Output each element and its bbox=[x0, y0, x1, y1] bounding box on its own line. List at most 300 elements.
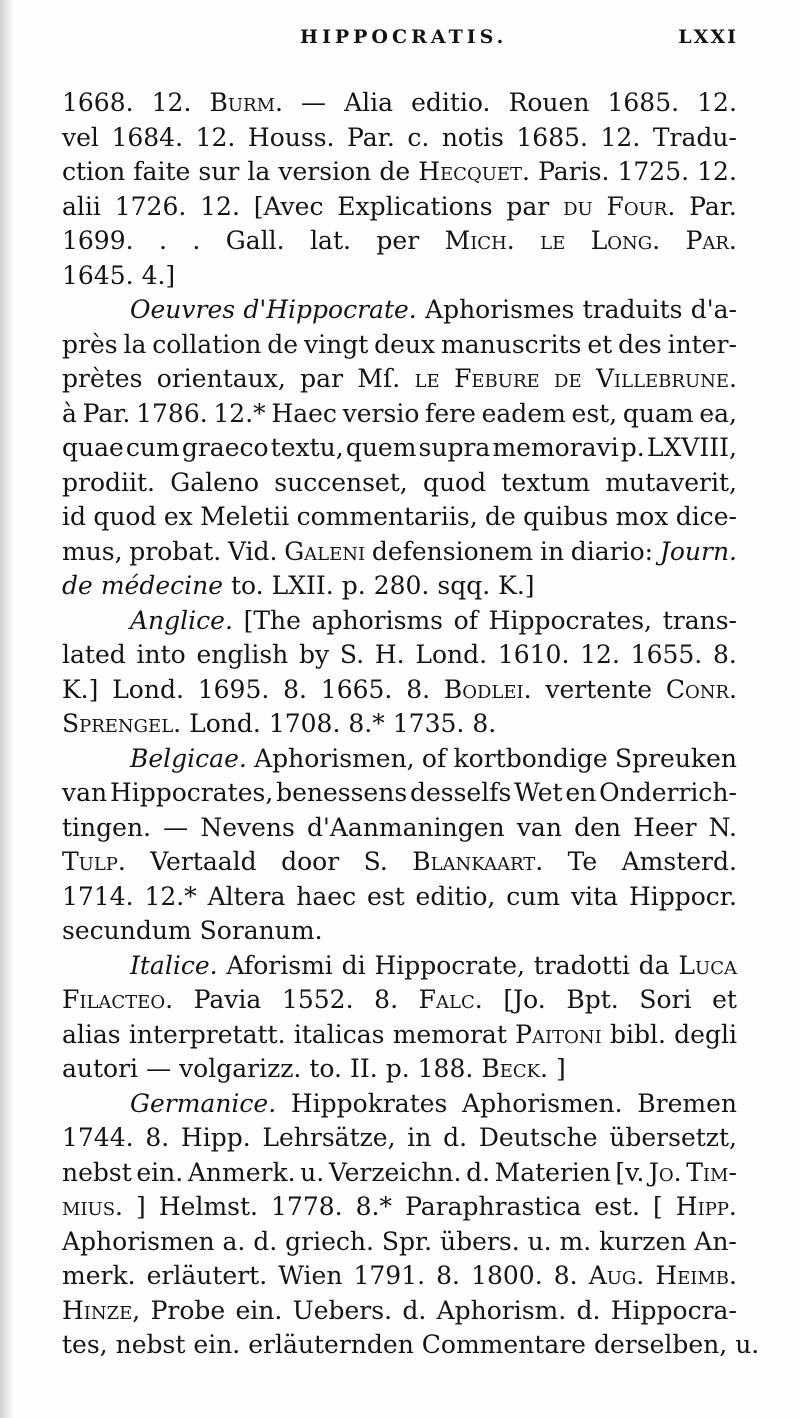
word: [v. bbox=[615, 1157, 645, 1187]
word: Italice. bbox=[130, 950, 218, 980]
word: Aphorismes bbox=[425, 295, 575, 324]
word: u. bbox=[300, 1157, 325, 1187]
text-line bbox=[62, 1121, 737, 1156]
word: 1684. bbox=[111, 122, 184, 152]
word: ein. bbox=[193, 1330, 241, 1359]
word: p. bbox=[341, 571, 366, 600]
word: lated bbox=[62, 640, 126, 669]
word: haec bbox=[296, 881, 357, 911]
word: Belgicae. bbox=[130, 743, 247, 773]
word: en bbox=[565, 778, 597, 807]
text-line bbox=[62, 362, 737, 397]
paragraph bbox=[62, 86, 737, 293]
word: de bbox=[379, 157, 411, 186]
word: la bbox=[247, 157, 271, 186]
word: Vid. bbox=[227, 536, 278, 566]
word: Houss. bbox=[247, 122, 335, 152]
word: Beck. bbox=[481, 1054, 549, 1083]
word: Heer bbox=[633, 812, 697, 842]
word: m. bbox=[559, 1226, 592, 1256]
word: d'a- bbox=[690, 295, 737, 324]
word: lat. bbox=[310, 226, 351, 255]
word: par bbox=[300, 364, 344, 393]
text-line bbox=[62, 431, 737, 466]
word: Materien bbox=[494, 1157, 611, 1187]
word: vingt bbox=[303, 329, 369, 359]
word: di bbox=[341, 950, 366, 980]
word: erläutert. bbox=[146, 1261, 268, 1290]
word: italicas bbox=[293, 1019, 385, 1049]
word: Wet bbox=[514, 778, 563, 807]
text-line bbox=[62, 1052, 737, 1087]
word: da bbox=[638, 950, 670, 980]
word: [ bbox=[652, 1192, 663, 1221]
word: editio. bbox=[411, 88, 491, 117]
word: Long. bbox=[590, 226, 661, 255]
word: [Avec bbox=[253, 191, 324, 221]
word: tes, bbox=[62, 1330, 108, 1359]
word: 1714. bbox=[62, 881, 134, 911]
word: par bbox=[506, 191, 550, 221]
word: 8. bbox=[436, 1261, 461, 1290]
word: commentariis, bbox=[296, 502, 478, 531]
word: An- bbox=[694, 1226, 737, 1256]
word: Lehrsätze, bbox=[262, 1123, 396, 1152]
text-line bbox=[62, 638, 737, 673]
word: Febure bbox=[454, 364, 540, 393]
word: desselfs bbox=[409, 778, 512, 807]
word: d. bbox=[402, 1295, 427, 1325]
page-number: LXXI bbox=[678, 26, 738, 48]
word: van bbox=[516, 812, 562, 842]
text-line bbox=[62, 1156, 737, 1191]
word: 12. bbox=[697, 157, 737, 186]
word: defensionem bbox=[371, 536, 534, 566]
word: LXII. bbox=[271, 571, 334, 600]
word: K.] bbox=[62, 674, 99, 704]
word: Aphorismen, bbox=[254, 743, 415, 773]
word: Lond. bbox=[112, 674, 184, 704]
word: Onderrich- bbox=[599, 778, 737, 807]
word: Verzeichn. bbox=[328, 1157, 462, 1187]
word: collation bbox=[152, 329, 262, 359]
word: à bbox=[62, 398, 77, 428]
text-line bbox=[62, 811, 737, 846]
word: d. bbox=[443, 1123, 468, 1152]
text-line bbox=[62, 466, 737, 501]
word: mus, bbox=[62, 536, 123, 566]
word: K.] bbox=[498, 571, 535, 600]
word: . bbox=[192, 226, 201, 255]
word: p. bbox=[620, 433, 645, 462]
word: Tulp. bbox=[62, 847, 126, 876]
word: secundum bbox=[62, 916, 192, 945]
word: près bbox=[62, 329, 118, 359]
word: 1665. bbox=[320, 674, 393, 704]
word: vertente bbox=[545, 674, 653, 704]
word: Hippocrates, bbox=[488, 605, 653, 635]
word: into bbox=[136, 640, 186, 669]
word: to. bbox=[231, 571, 264, 600]
word: 12. bbox=[200, 191, 240, 221]
text-line bbox=[62, 224, 737, 259]
text-line bbox=[62, 535, 737, 570]
word: Probe bbox=[150, 1295, 226, 1325]
word: mius. bbox=[62, 1192, 123, 1221]
word: Hippokrates bbox=[290, 1088, 448, 1118]
word: 8. bbox=[374, 985, 399, 1014]
word: Aphorismen bbox=[62, 1226, 215, 1256]
word: 1695. bbox=[197, 674, 270, 704]
word: griech. bbox=[285, 1226, 374, 1256]
paragraph bbox=[62, 293, 737, 604]
word: quam bbox=[622, 398, 694, 428]
word: textum bbox=[501, 467, 591, 497]
word: 188. bbox=[417, 1054, 474, 1083]
word: 1708. bbox=[268, 709, 341, 738]
word: memorat bbox=[392, 1019, 507, 1049]
word: S. bbox=[339, 640, 365, 669]
word: 280. bbox=[373, 571, 430, 600]
word: Explications bbox=[337, 191, 493, 221]
word: editio, bbox=[415, 881, 496, 911]
word: vita bbox=[570, 881, 619, 911]
text-line bbox=[62, 500, 737, 535]
body-text bbox=[62, 86, 760, 1363]
word: english bbox=[196, 640, 289, 669]
word: Sprengel. bbox=[62, 709, 182, 738]
word: Alia bbox=[344, 88, 394, 117]
page-header bbox=[0, 26, 800, 56]
text-line bbox=[62, 293, 737, 328]
word: Hippocrate, bbox=[374, 950, 525, 980]
word: den bbox=[574, 812, 622, 842]
word: übersetzt, bbox=[609, 1123, 737, 1152]
text-line bbox=[62, 983, 737, 1018]
word: Soranum. bbox=[199, 916, 323, 945]
word: Deutsche bbox=[478, 1123, 598, 1152]
word: notis bbox=[441, 122, 504, 152]
word: mox bbox=[615, 502, 669, 531]
word: id bbox=[62, 502, 86, 531]
word: Mſ. bbox=[357, 364, 401, 393]
word: 12.* bbox=[144, 881, 197, 911]
word: door bbox=[281, 847, 340, 876]
word: alii bbox=[62, 191, 101, 221]
word: c. bbox=[407, 122, 430, 152]
text-line bbox=[62, 1190, 737, 1225]
word: erläuternden bbox=[248, 1330, 414, 1359]
word: 1778. bbox=[271, 1192, 343, 1221]
word: tingen. bbox=[62, 812, 151, 842]
word: Journ. bbox=[659, 536, 737, 566]
word: Hipp. bbox=[675, 1192, 737, 1221]
word: [Jo. bbox=[503, 985, 546, 1014]
word: kortbondige bbox=[453, 743, 608, 773]
word: übers. bbox=[440, 1226, 520, 1256]
text-line bbox=[62, 673, 737, 708]
word: Haec bbox=[271, 398, 337, 428]
word: benessens bbox=[276, 778, 408, 807]
word: prètes bbox=[62, 364, 143, 393]
word: 8. bbox=[713, 640, 737, 669]
text-line bbox=[62, 121, 737, 156]
word: 1786. bbox=[136, 398, 208, 428]
word: 12. bbox=[697, 88, 737, 117]
word: autori bbox=[62, 1054, 139, 1083]
text-line bbox=[62, 1225, 737, 1260]
word: 1725. bbox=[617, 157, 690, 186]
word: Oeuvres bbox=[130, 295, 236, 324]
text-line bbox=[62, 259, 737, 294]
word: Galeno bbox=[170, 467, 260, 497]
word: quod bbox=[93, 502, 157, 531]
word: eadem bbox=[481, 398, 566, 428]
word: Filacteo. bbox=[62, 985, 174, 1014]
word: 12. bbox=[151, 88, 192, 117]
word: Anmerk. bbox=[187, 1157, 296, 1187]
text-line bbox=[62, 86, 737, 121]
word: Hippocr. bbox=[628, 881, 737, 911]
text-line bbox=[62, 776, 737, 811]
word: in bbox=[407, 1123, 432, 1152]
word: degli bbox=[674, 1019, 737, 1049]
word: of bbox=[421, 743, 447, 773]
word: 8.* bbox=[355, 1192, 393, 1221]
word: Bremen bbox=[637, 1088, 737, 1118]
word: derselben, bbox=[593, 1330, 728, 1359]
word: Hipp. bbox=[180, 1123, 251, 1152]
word: et bbox=[587, 329, 613, 359]
word: 8.* bbox=[348, 709, 385, 738]
word: Bodlei. bbox=[443, 674, 532, 704]
word: Villebrune. bbox=[595, 364, 737, 393]
word: 4.] bbox=[141, 260, 176, 290]
word: — bbox=[301, 88, 327, 117]
word: Te bbox=[567, 847, 598, 876]
word: de bbox=[267, 329, 299, 359]
word: van bbox=[62, 778, 108, 807]
word: — bbox=[163, 812, 189, 842]
text-line bbox=[62, 914, 737, 949]
word: nebst bbox=[115, 1330, 186, 1359]
word: Four. bbox=[606, 191, 676, 221]
word: Helmst. bbox=[158, 1192, 258, 1221]
word: ein. bbox=[235, 1295, 283, 1325]
word: fere bbox=[425, 398, 476, 428]
word: Pavia bbox=[193, 985, 262, 1014]
word: inter- bbox=[667, 329, 737, 359]
word: Aug. bbox=[588, 1261, 645, 1290]
paragraph bbox=[62, 1087, 760, 1363]
word: Conr. bbox=[665, 674, 737, 704]
word: 1735. bbox=[392, 709, 465, 738]
word: d. bbox=[576, 1295, 601, 1325]
word: in bbox=[539, 536, 565, 566]
paragraph bbox=[62, 742, 737, 949]
running-title: HIPPOCRATIS. bbox=[300, 26, 508, 48]
word: Spr. bbox=[381, 1226, 433, 1256]
word: version bbox=[278, 157, 372, 186]
word: Aforismi bbox=[226, 950, 333, 980]
word: Mich. bbox=[444, 226, 515, 255]
word: Uebers. bbox=[292, 1295, 393, 1325]
word: Meletii bbox=[200, 502, 290, 531]
word: memoravi bbox=[492, 433, 619, 462]
word: Jo. bbox=[648, 1157, 682, 1187]
word: est, bbox=[571, 398, 618, 428]
word: dice- bbox=[675, 502, 737, 531]
word: Germanice. bbox=[130, 1088, 277, 1118]
text-line bbox=[62, 604, 737, 639]
word: 1668. bbox=[62, 88, 134, 117]
word: cum bbox=[506, 881, 561, 911]
word: u. bbox=[735, 1330, 760, 1359]
page-gutter-shadow bbox=[0, 0, 14, 1418]
text-line bbox=[62, 949, 737, 984]
word: nebst bbox=[62, 1157, 132, 1187]
word: Heimb. bbox=[655, 1261, 737, 1290]
word: LXVIII, bbox=[646, 433, 737, 462]
word: d'Hippocrate. bbox=[243, 295, 417, 324]
word: II. bbox=[350, 1054, 378, 1083]
word: Lond. bbox=[415, 640, 488, 669]
word: Hinze, bbox=[62, 1295, 141, 1325]
word: u. bbox=[527, 1226, 552, 1256]
text-line bbox=[62, 1328, 760, 1363]
word: est. bbox=[594, 1192, 640, 1221]
word: Burm. bbox=[209, 88, 283, 117]
word: prodiit. bbox=[62, 467, 155, 497]
word: 8. bbox=[406, 674, 431, 704]
word: médecine bbox=[100, 571, 224, 600]
word: H. bbox=[374, 640, 405, 669]
word: 12.* bbox=[213, 398, 266, 428]
word: a. bbox=[222, 1226, 246, 1256]
word: orientaux, bbox=[156, 364, 286, 393]
word: cum bbox=[125, 433, 180, 462]
word: d'Aanmaningen bbox=[307, 812, 505, 842]
word: 12. bbox=[600, 122, 641, 152]
word: [The bbox=[243, 605, 301, 635]
word: bibl. bbox=[609, 1019, 666, 1049]
word: de bbox=[484, 502, 516, 531]
word: Lond. bbox=[189, 709, 261, 738]
text-line bbox=[62, 845, 737, 880]
word: 1791. bbox=[353, 1261, 426, 1290]
word: de bbox=[62, 571, 93, 600]
word: merk. bbox=[62, 1261, 136, 1290]
word: manuscrits bbox=[441, 329, 582, 359]
paragraph bbox=[62, 949, 737, 1087]
word: aphorisms bbox=[311, 605, 443, 635]
paragraph bbox=[62, 604, 737, 742]
word: ] bbox=[556, 1054, 566, 1083]
word: Par. bbox=[82, 398, 131, 428]
word: Rouen bbox=[508, 88, 590, 117]
word: p. bbox=[385, 1054, 410, 1083]
word: Par. bbox=[347, 122, 395, 152]
word: versio bbox=[342, 398, 420, 428]
word: per bbox=[376, 226, 420, 255]
word: du bbox=[563, 191, 593, 221]
word: Galeni bbox=[284, 536, 366, 566]
word: d. bbox=[253, 1226, 278, 1256]
word: ex bbox=[163, 502, 193, 531]
word: est bbox=[366, 881, 405, 911]
word: 1744. bbox=[62, 1123, 134, 1152]
word: Luca bbox=[678, 950, 737, 980]
word: Bpt. bbox=[566, 985, 619, 1014]
word: Falc. bbox=[418, 985, 483, 1014]
word: 8. bbox=[145, 1123, 170, 1152]
word: 8. bbox=[553, 1261, 578, 1290]
word: ction bbox=[62, 157, 126, 186]
word: 8. bbox=[472, 709, 497, 738]
text-line bbox=[62, 707, 737, 742]
word: — bbox=[146, 1054, 172, 1083]
word: 8. bbox=[283, 674, 307, 704]
word: probat. bbox=[129, 536, 222, 566]
text-line bbox=[62, 1087, 737, 1122]
word: . bbox=[159, 226, 167, 255]
word: 1552. bbox=[281, 985, 354, 1014]
word: Paitoni bbox=[515, 1019, 602, 1049]
word: et bbox=[712, 985, 737, 1014]
word: traduits bbox=[582, 295, 683, 324]
word: textu, bbox=[270, 433, 344, 462]
text-line bbox=[62, 1259, 737, 1294]
word: N. bbox=[708, 812, 737, 842]
text-line bbox=[62, 328, 737, 363]
word: ein. bbox=[136, 1157, 184, 1187]
word: quod bbox=[422, 467, 487, 497]
word: quem bbox=[345, 433, 417, 462]
word: Commentare bbox=[421, 1330, 586, 1359]
word: 1800. bbox=[471, 1261, 543, 1290]
word: of bbox=[453, 605, 478, 635]
word: sqq. bbox=[437, 571, 491, 600]
word: by bbox=[299, 640, 330, 669]
word: interpretatt. bbox=[128, 1019, 286, 1049]
word: la bbox=[123, 329, 147, 359]
word: trans- bbox=[662, 605, 737, 635]
word: graeco bbox=[181, 433, 269, 462]
word: le bbox=[414, 364, 440, 393]
text-line bbox=[62, 1294, 737, 1329]
word: Anglice. bbox=[130, 605, 233, 635]
word: Amsterd. bbox=[621, 847, 737, 876]
word: quae bbox=[62, 433, 124, 462]
word: Paraphrastica bbox=[405, 1192, 582, 1221]
word: Vertaald bbox=[150, 847, 257, 876]
word: supra bbox=[418, 433, 491, 462]
word: quibus bbox=[523, 502, 609, 531]
word: Par. bbox=[685, 226, 737, 255]
word: kurzen bbox=[599, 1226, 687, 1256]
word: 1726. bbox=[114, 191, 187, 221]
word: tradotti bbox=[533, 950, 630, 980]
word: 1610. bbox=[497, 640, 570, 669]
word: 12. bbox=[195, 122, 236, 152]
word: diario: bbox=[570, 536, 654, 566]
word: Wien bbox=[278, 1261, 343, 1290]
word: Paris. bbox=[538, 157, 610, 186]
word: Par. bbox=[689, 191, 737, 221]
word: Aphorism. bbox=[436, 1295, 567, 1325]
word: sur bbox=[198, 157, 240, 186]
word: de bbox=[554, 364, 582, 393]
